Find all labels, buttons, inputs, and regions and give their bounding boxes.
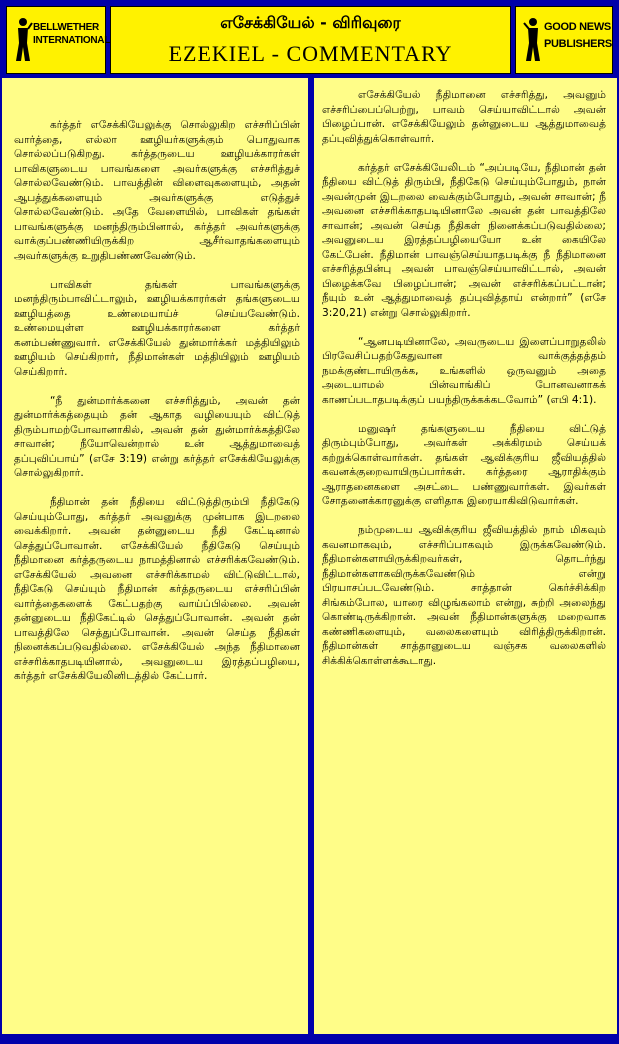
- title-tamil: எசேக்கியேல் - விரிவுரை: [220, 13, 401, 32]
- title-english: EZEKIEL - COMMENTARY: [168, 41, 453, 66]
- paragraph: மனுஷர் தங்களுடைய நீதியை விட்டுத் திரும்பும்போது, அவர்கள் அக்கிரமம் செய்யக் கற்றுக்கொள்வார்கள். தங்கள் ஆவிக்குரிய ஜீவியத்தில் கவனக்குறைவாயிருப்பார்கள். கர்த்தரை ஆராதிக்கும் ஆராதனைகளை அசட்டை பண்ணுவார்கள். இவர்கள் சோதனைக்காரனுக்கு எளிதாக இரையாகிவிடுவார்கள்.: [322, 422, 606, 507]
- paragraph: நம்முடைய ஆவிக்குரிய ஜீவியத்தில் நாம் மிகவும் கவனமாகவும், எச்சரிப்பாகவும் இருக்கவேண்டும். நீதிமான்களாயிருக்கிறவர்கள், தொடர்ந்து நீதிமான்களாகவிருக்கவேண்டும் என்று பிரயாசப்படவேண்டும். சாத்தான் கெர்ச்சிக்கிற சிங்கம்போல, யாரை விழுங்கலாம் என்று, சுற்றி அலைந்து கொண்டிருக்கிறான். அவன் நீதிமான்களுக்கு மறைவாக கண்ணிகளையும், வலைகளையும் விரித்திருக்கிறான். நீதிமான்கள் சாத்தானுடைய வஞ்சக வலைகளில் சிக்கிக்கொள்ளக்கூடாது.: [322, 524, 606, 667]
- paragraph: “ஆனபடியினாலே, அவருடைய இளைப்பாறுதலில் பிரவேசிப்பதற்கேதுவான வாக்குத்தத்தம் நமக்குண்டாயிருக்க, உங்களில் ஒருவனும் அதை அடையாமல் பின்வாங்கிப் போனவனாகக் காணப்படாதபடிக்குப் பயந்திருக்கக்கடவோம்” (எபி 4:1).: [322, 335, 606, 406]
- header-bar: [2, 2, 617, 78]
- paragraph: கர்த்தர் எசேக்கியேலுக்கு சொல்லுகிற எச்சரிப்பின் வார்த்தை, எல்லா ஊழியர்களுக்கும் பொதுவாக சொல்லப்படுகிறது. கர்த்தருடைய ஊழியக்காரர்கள் பாவிகளுடைய பாவங்களை அவர்களுக்கு எச்சரித்துச் சொல்லவேண்டும். பாவத்தின் விளைவுகளையும், அதன் ஆபத்துக்களையும் அவர்களுக்கு எடுத்துச் சொல்லவேண்டும். அதே வேளையில், பாவிகள் தங்கள் பாவங்களுக்கு மனந்திரும்பினால், கர்த்தர் அவர்களுக்கு வாக்குப்பண்ணியிருக்கிற ஆசீர்வாதங்களையும் அவர்களுக்கு உறுதிபண்ணவேண்டும்.: [14, 119, 300, 262]
- paragraph: “நீ துன்மார்க்கனை எச்சரித்தும், அவன் தன் துன்மார்க்கத்தையும் தன் ஆகாத வழியையும் விட்டுத் திரும்பாமற்போவானாகில், அவன் தன் துன்மார்க்கத்திலே சாவான்; நீயோவென்றால் உன் ஆத்துமாவைத் தப்புவிப்பாய்” (எசே 3:19) என்று கர்த்தர் எசேக்கியேலுக்கு சொல்லுகிறார்.: [14, 394, 300, 479]
- logo-line-1: BELLWETHER: [33, 22, 99, 33]
- left-column: [14, 84, 300, 1032]
- paragraph: பாவிகள் தங்கள் பாவங்களுக்கு மனந்திரும்பாவிட்டாலும், ஊழியக்காரர்கள் தங்களுடைய ஊழியத்தை உண்மையாய்ச் செய்யவேண்டும். உண்மையுள்ள ஊழியக்காரர்களை கர்த்தர் கனம்பண்ணுவார். எசேக்கியேல் துன்மார்க்கர் மத்தியிலும் ஊழியம் செய்கிறார், நீதிமான்கள் மத்தியிலும் ஊழியம் செய்கிறார்.: [14, 278, 300, 378]
- logo-line-2: PUBLISHERS: [544, 38, 612, 50]
- logo-line-1: GOOD NEWS: [544, 21, 611, 33]
- good-news-logo-text: [544, 19, 616, 53]
- publisher-logo-left: [6, 6, 111, 74]
- bellwether-figure-icon: [13, 17, 33, 65]
- paragraph: நீதிமான் தன் நீதியை விட்டுத்திரும்பி நீதிகேடு செய்யும்போது, கர்த்தர் அவனுக்கு முன்பாக இடறலை வைக்கிறார். அவன் தன்னுடைய நீதி கேட்டினால் செத்துப்போவான். எசேக்கியேல் நீதிகேடு செய்யும் நீதிமானை கர்த்தருடைய நாமத்தினால் எச்சரிக்கவேண்டும். எசேக்கியேல் அவனை எச்சரிக்காமல் விட்டுவிட்டால், நீதிகேடு செய்யும் நீதிமான் கர்த்தருடைய எச்சரிப்பின் வார்த்தைகளைக் கேட்பதற்கு வாய்ப்பில்லை. அவன் தன்னுடைய நீதிகேட்டில் செத்துப்போவான். அவன் தன் பாவத்திலே செத்துப்போவான். அவன் செய்த நீதிகள் நினைக்கப்படுவதில்லை. எசேக்கியேல் அந்த நீதிமானை எச்சரிக்காதபடியினால், அவனுடைய இரத்தப்பழியை, கர்த்தர் எசேக்கியேலினிடத்தில் கேட்பார்.: [14, 496, 300, 682]
- paragraph: கர்த்தர் எசேக்கியேலிடம் “அப்படியே, நீதிமான் தன் நீதியை விட்டுத் திரும்பி, நீதிகேடு செய்யும்போதும், நான் அவன்முன் இடறலை வைக்கும்போதும், அவன் சாவான்; நீ அவனை எச்சரிக்காதபடியினாலே அவன் தன் பாவத்திலே சாவான்; அவன் செய்த நீதிகள் நினைக்கப்படுவதில்லை; அவனுடைய இரத்தப்பழியையோ உன் கையிலே கேட்பேன். நீதிமான் பாவஞ்செய்யாதபடிக்கு நீ நீதிமானை எச்சரித்தபின்பு அவன் பாவஞ்செய்யாவிட்டால், அவன் பிழைக்கவே பிழைப்பான்; அவன் எச்சரிக்கப்பட்டான்; நீயும் உன் ஆத்துமாவைத் தப்புவித்தாய் என்றார்” (எசே 3:20,21) என்று சொல்லுகிறார்.: [322, 161, 606, 319]
- publisher-logo-right: [515, 6, 613, 74]
- bottom-border: [2, 1034, 617, 1042]
- column-divider: [308, 78, 314, 1042]
- logo-line-2: INTERNATIONAL: [33, 35, 111, 46]
- bellwether-logo-text: [33, 21, 111, 47]
- paragraph: எசேக்கியேல் நீதிமானை எச்சரித்து, அவனும் எச்சரிப்பைப்பெற்று, பாவம் செய்யாவிட்டால் அவன் பிழைப்பான். எசேக்கியேலும் தன்னுடைய ஆத்துமாவைத் தப்புவித்துக்கொள்வார்.: [322, 89, 606, 145]
- good-news-figure-icon: [522, 17, 542, 65]
- title-box: [110, 6, 511, 74]
- right-column: [322, 84, 606, 1032]
